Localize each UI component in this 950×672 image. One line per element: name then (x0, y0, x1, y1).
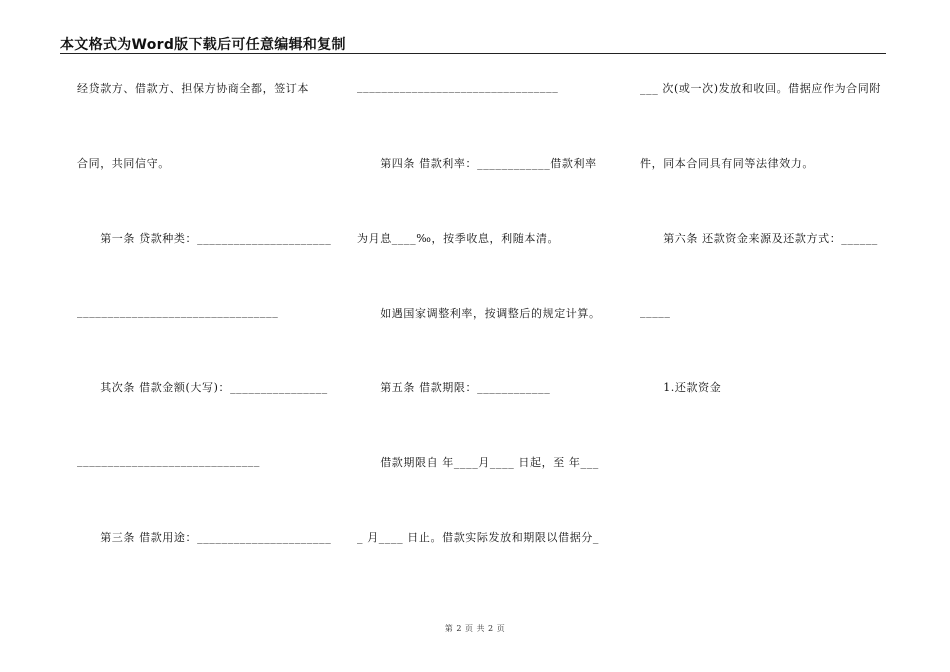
column-2-line-4: 如遇国家调整利率，按调整后的规定计算。 (357, 307, 601, 320)
column-1-line-7: 第三条 借款用途：______________________ (77, 531, 332, 544)
column-3-line-3: 第六条 还款资金来源及还款方式：______ (640, 232, 878, 245)
column-2-line-6: 借款期限自 年____月____ 日起，至 年___ (357, 456, 599, 469)
column-1-line-3: 第一条 贷款种类：______________________ (77, 232, 332, 245)
page-header-title: 本文格式为Word版下载后可任意编辑和复制 (60, 37, 346, 53)
column-1-line-6: ______________________________ (77, 454, 260, 467)
column-2-line-3: 为月息____‰，按季收息，利随本清。 (357, 232, 560, 245)
column-3-line-1: ___ 次(或一次)发放和收回。借据应作为合同附 (640, 82, 881, 95)
column-1-line-2: 合同，共同信守。 (77, 157, 170, 170)
header-divider (60, 53, 886, 54)
column-3-line-5: 1.还款资金 (640, 381, 722, 394)
column-3-line-4: _____ (640, 305, 671, 318)
column-1-line-4: _________________________________ (77, 305, 279, 318)
column-2-line-2: 第四条 借款利率：____________借款利率 (357, 157, 597, 170)
column-3-line-2: 件，同本合同具有同等法律效力。 (640, 157, 814, 170)
column-1-line-1: 经贷款方、借款方、担保方协商全都，签订本 (77, 82, 309, 95)
column-1-line-5: 其次条 借款金额(大写)：________________ (77, 381, 328, 394)
page-number-footer: 第 2 页 共 2 页 (444, 624, 506, 633)
column-2-line-5: 第五条 借款期限：____________ (357, 381, 551, 394)
column-2-line-1: _________________________________ (357, 80, 559, 93)
column-2-line-7: _ 月____ 日止。借款实际发放和期限以借据分_ (357, 531, 599, 544)
